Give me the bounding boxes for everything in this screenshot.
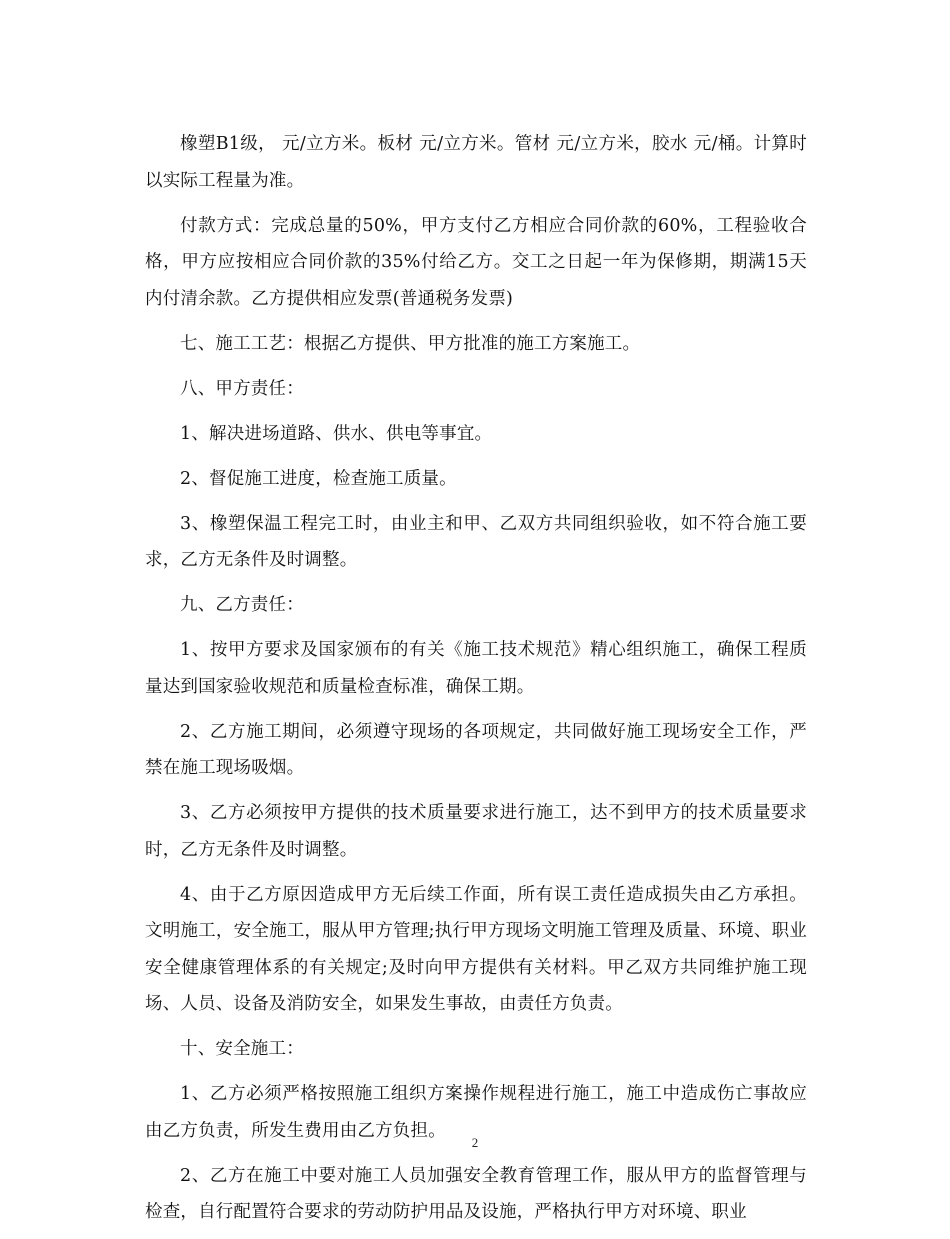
section-heading-safety: 十、安全施工： [180, 1039, 304, 1059]
document-body [145, 126, 807, 1239]
paragraph-party-a-item-1: 1、解决进场道路、供水、供电等事宜。 [180, 423, 493, 444]
paragraph-party-b-item-1: 1、按甲方要求及国家颁布的有关《施工技术规范》精心组织施工，确保工程质量达到国家验收规范和质量检查标准，确保工期。 [145, 640, 807, 697]
paragraph-safety-item-2: 2、乙方在施工中要对施工人员加强安全教育管理工作，服从甲方的监督管理与检查，自行配置符合要求的劳动防护用品及设施，严格执行甲方对环境、职业 [145, 1165, 807, 1222]
paragraph-party-a-item-3: 3、橡塑保温工程完工时，由业主和甲、乙双方共同组织验收，如不符合施工要求，乙方无条件及时调整。 [145, 513, 807, 570]
paragraph-construction-process: 七、施工工艺：根据乙方提供、甲方批准的施工方案施工。 [180, 333, 641, 354]
paragraph-safety-item-1: 1、乙方必须严格按照施工组织方案操作规程进行施工，施工中造成伤亡事故应由乙方负责，所发生费用由乙方负担。 [145, 1084, 807, 1141]
paragraph-payment-terms: 付款方式：完成总量的50%，甲方支付乙方相应合同价款的60%，工程验收合格，甲方应按相应合同价款的35%付给乙方。交工之日起一年为保修期，期满15天内付清余款。乙方提供相应发票(普通税务发票) [145, 215, 807, 309]
paragraph-material-prices: 橡塑B1级， 元/立方米。板材 元/立方米。管材 元/立方米，胶水 元/桶。计算时以实际工程量为准。 [145, 134, 807, 191]
paragraph-party-b-item-4: 4、由于乙方原因造成甲方无后续工作面，所有误工责任造成损失由乙方承担。文明施工，安全施工，服从甲方管理;执行甲方现场文明施工管理及质量、环境、职业安全健康管理体系的有关规定;及时向甲方提供有关材料。甲乙双方共同维护施工现场、人员、设备及消防安全，如果发生事故，由责任方负责。 [145, 884, 807, 1014]
page-number: 2 [471, 1135, 479, 1150]
paragraph-party-b-item-3: 3、乙方必须按甲方提供的技术质量要求进行施工，达不到甲方的技术质量要求时，乙方无条件及时调整。 [145, 803, 807, 860]
paragraph-party-b-item-2: 2、乙方施工期间，必须遵守现场的各项规定，共同做好施工现场安全工作，严禁在施工现场吸烟。 [145, 721, 807, 778]
paragraph-party-a-item-2: 2、督促施工进度，检查施工质量。 [180, 468, 457, 489]
section-heading-party-b: 九、乙方责任： [180, 595, 304, 615]
section-heading-party-a: 八、甲方责任： [180, 378, 304, 399]
